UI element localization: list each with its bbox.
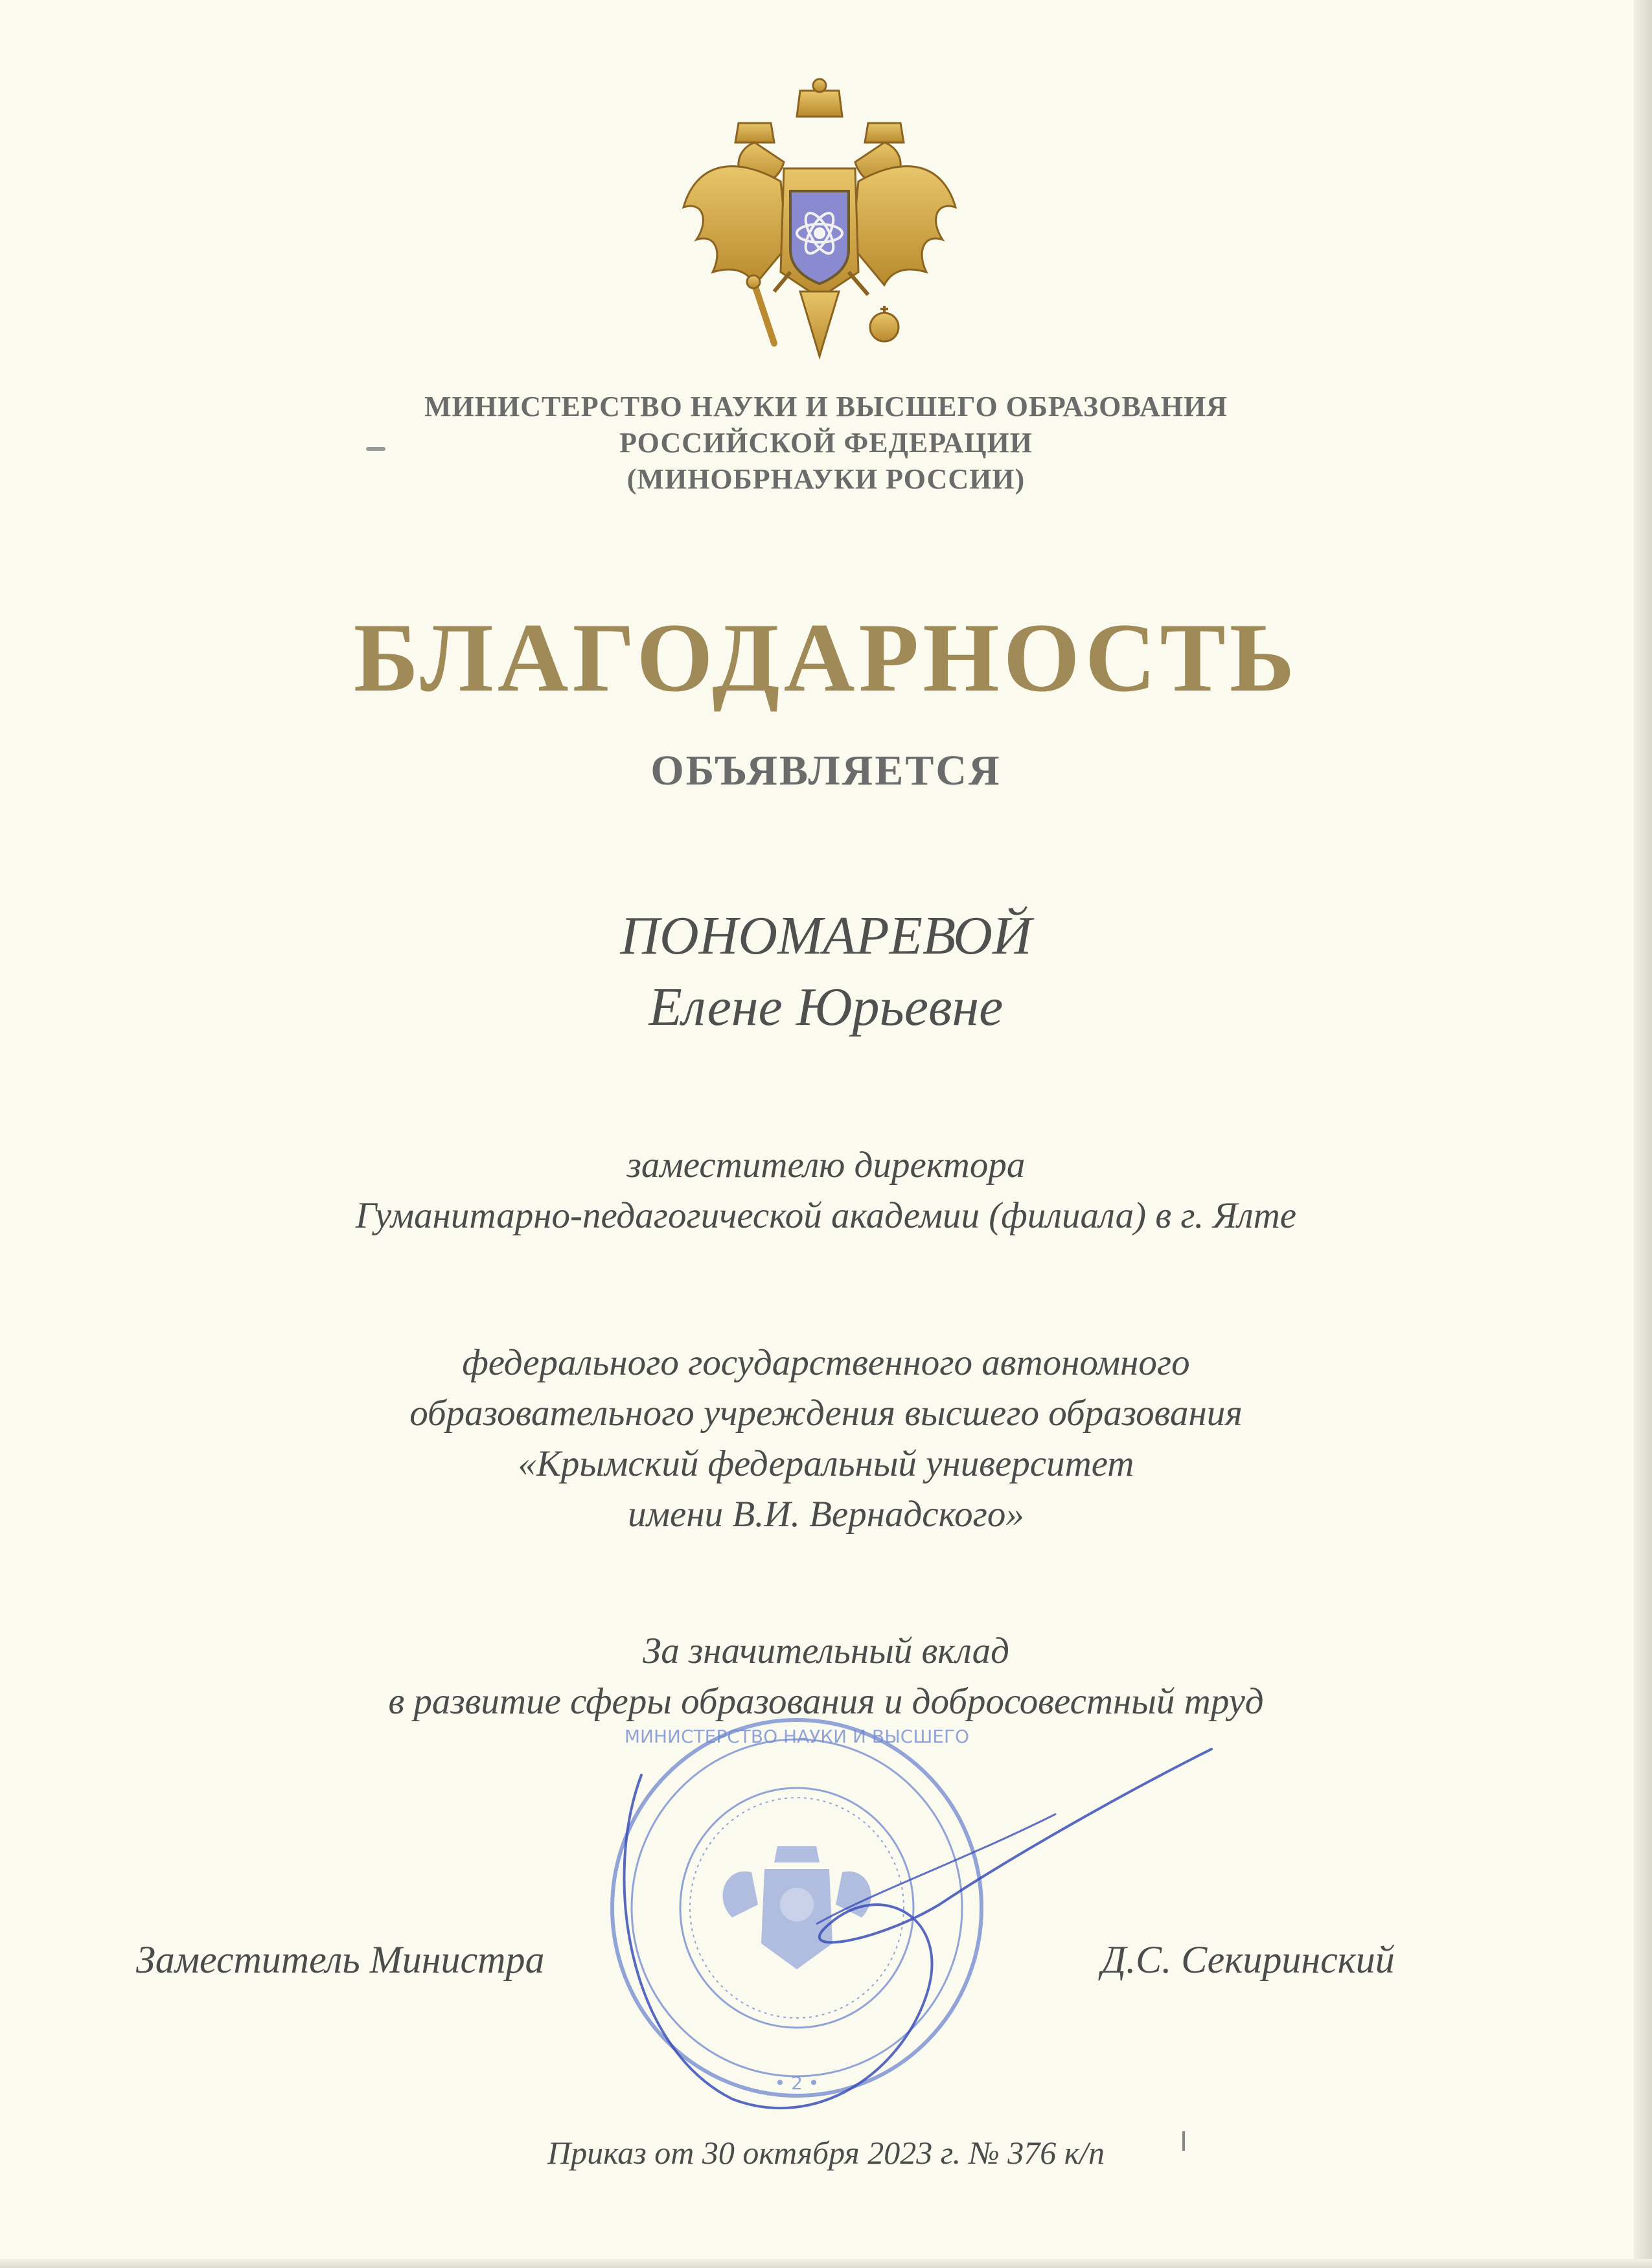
recipient-name (0, 900, 1652, 1043)
ministry-line: РОССИЙСКОЙ ФЕДЕРАЦИИ (619, 427, 1033, 459)
svg-text:• 2 •: • 2 • (774, 2072, 820, 2094)
scan-edge-bottom (0, 2259, 1652, 2268)
official-seal-stamp (602, 1710, 991, 2105)
announced-heading: ОБЪЯВЛЯЕТСЯ (650, 747, 1002, 794)
organization-line: федерального государственного автономного (462, 1342, 1190, 1383)
organization-line: образовательного учреждения высшего образования (409, 1393, 1243, 1434)
order-reference: Приказ от 30 октября 2023 г. № 376 к/п (547, 2135, 1105, 2171)
eagle-emblem-icon (677, 78, 962, 376)
svg-text:МИНИСТЕРСТВО НАУКИ И ВЫСШЕГО: МИНИСТЕРСТВО НАУКИ И ВЫСШЕГО (624, 1726, 970, 1747)
recipient-surname: ПОНОМАРЕВОЙ (620, 906, 1032, 966)
position-line: Гуманитарно-педагогической академии (филиала) в г. Ялте (355, 1195, 1297, 1236)
signer-role: Заместитель Министра (136, 1938, 545, 1981)
ministry-line: МИНИСТЕРСТВО НАУКИ И ВЫСШЕГО ОБРАЗОВАНИЯ (424, 391, 1228, 422)
ministry-line: (МИНОБРНАУКИ РОССИИ) (626, 463, 1026, 495)
merit-line: За значительный вклад (643, 1631, 1009, 1671)
position-line: заместителю директора (626, 1145, 1026, 1186)
recipient-given-names: Елене Юрьевне (648, 977, 1004, 1037)
document-title: БЛАГОДАРНОСТЬ (353, 603, 1299, 712)
organization-line: имени В.И. Вернадского» (628, 1494, 1024, 1535)
scan-edge-right (1634, 0, 1652, 2268)
recipient-position (0, 1140, 1652, 1241)
organization-block (0, 1338, 1652, 1540)
merit-line: в развитие сферы образования и добросовестный труд (388, 1681, 1264, 1722)
signer-name: Д.С. Секиринский (1101, 1938, 1395, 1981)
organization-line: «Крымский федеральный университет (518, 1443, 1134, 1484)
ministry-header (0, 389, 1652, 498)
